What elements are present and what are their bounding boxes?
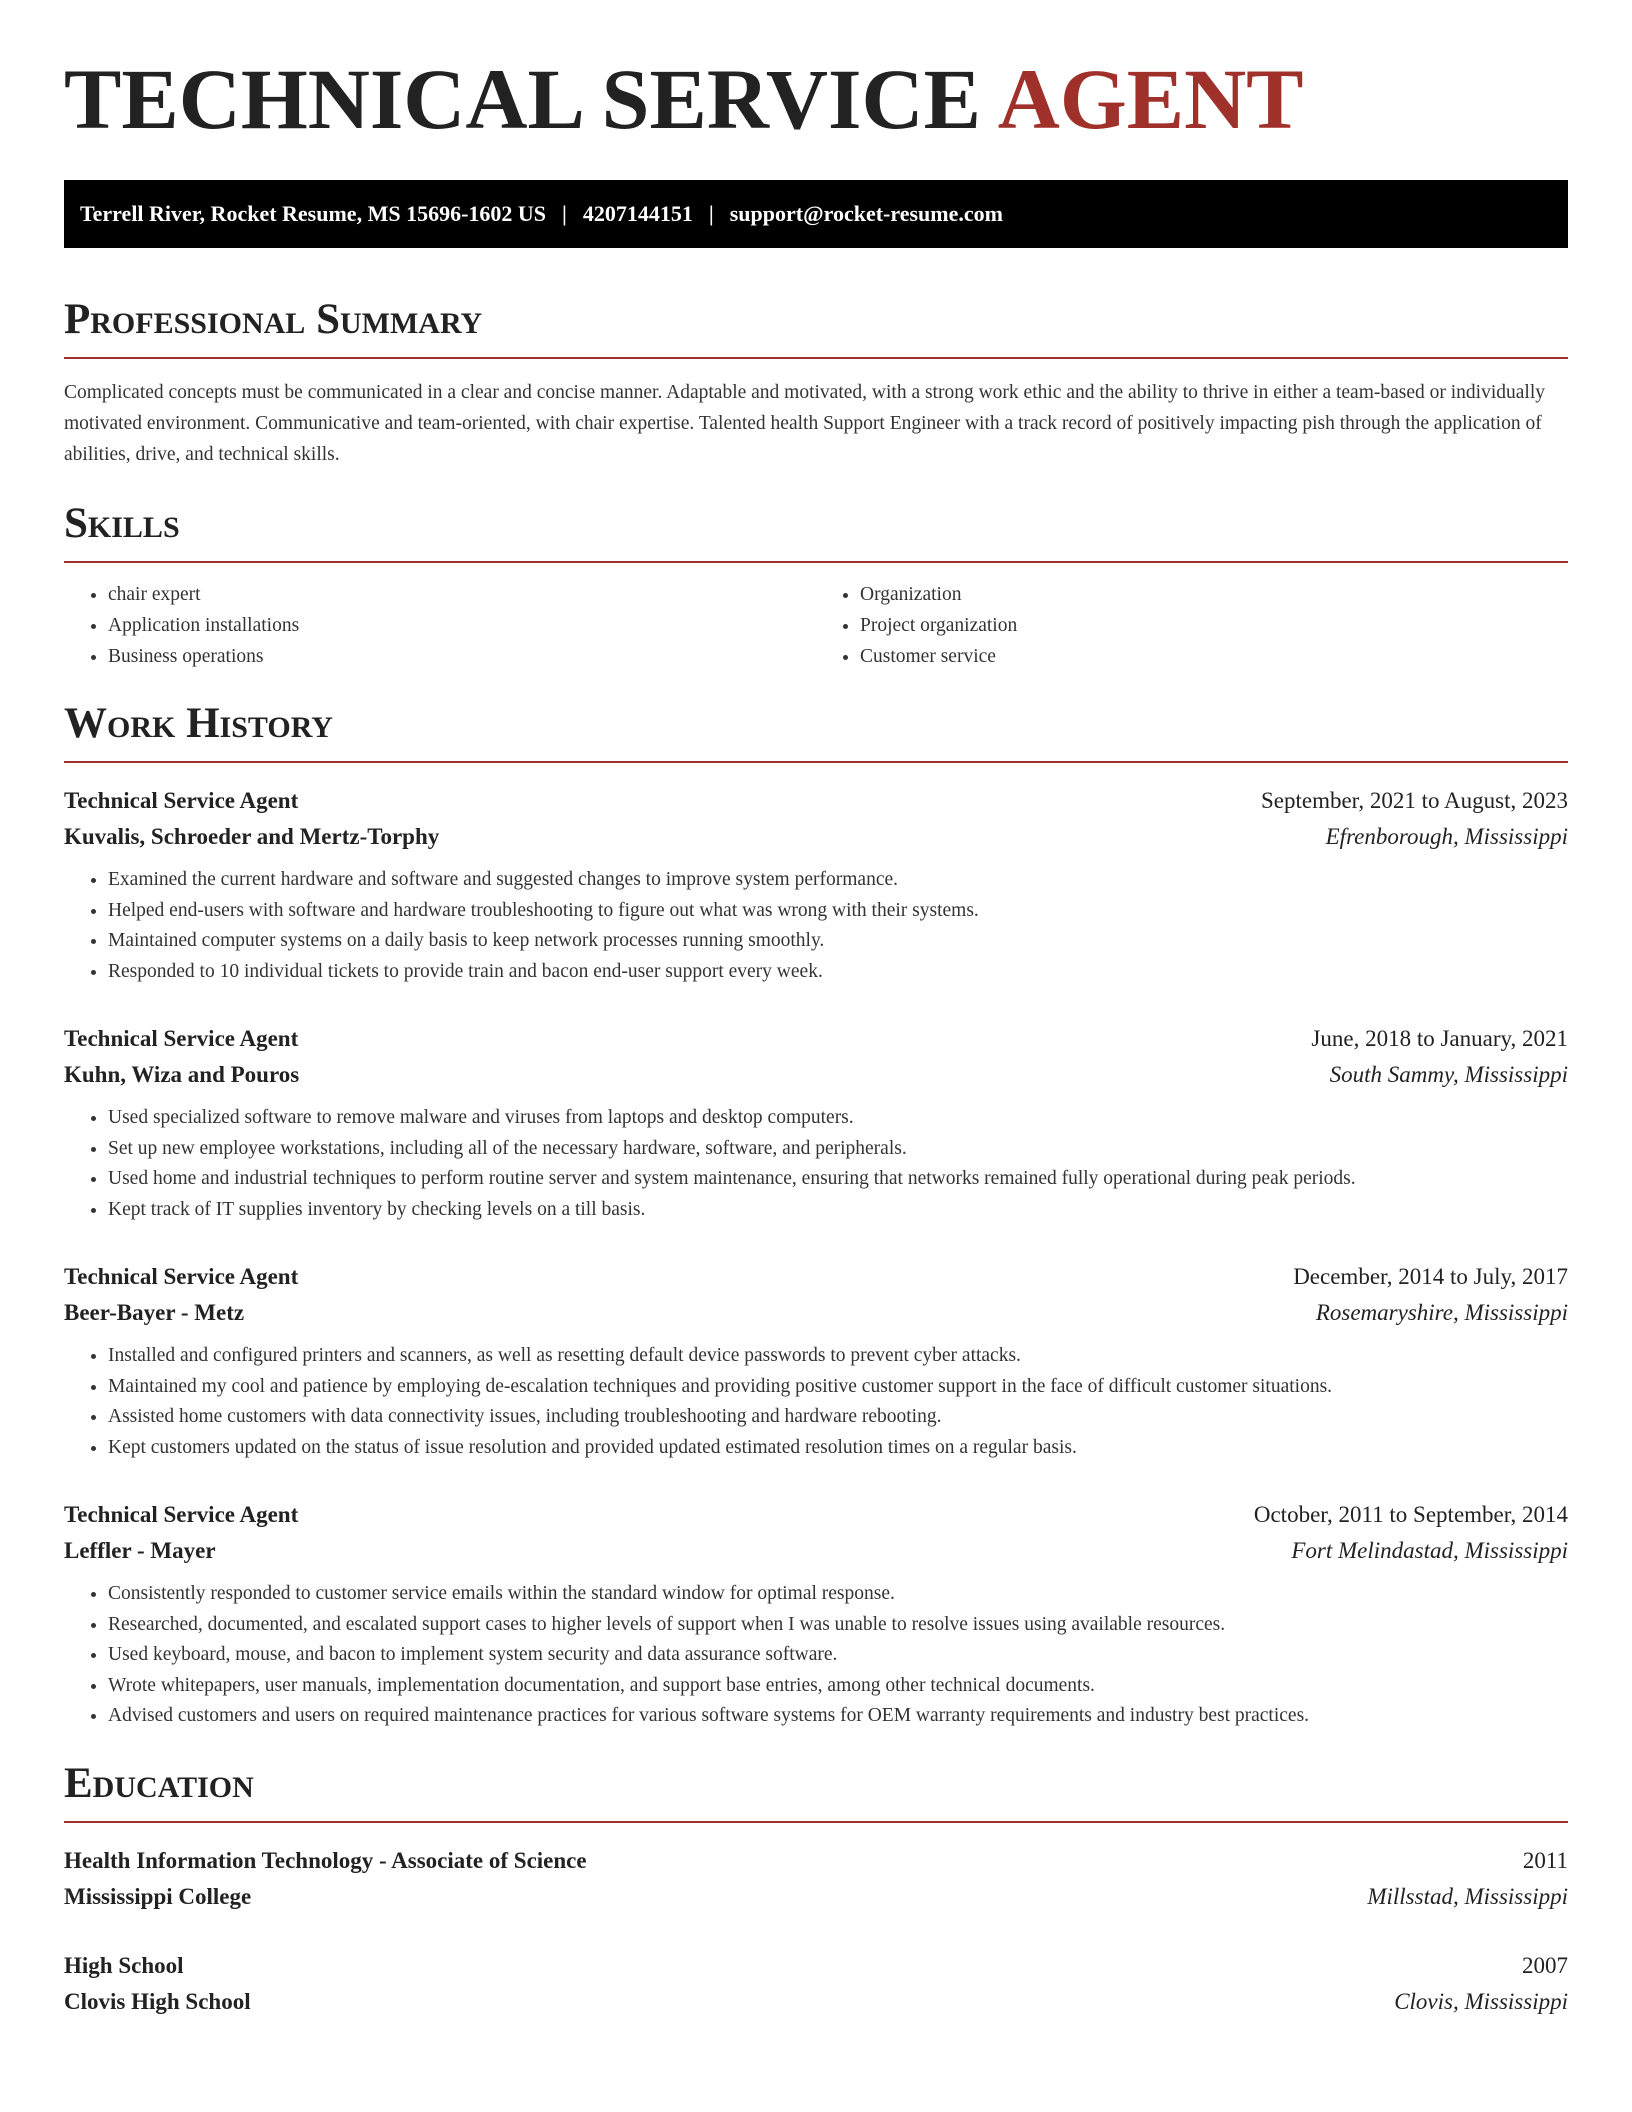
title-main: TECHNICAL SERVICE — [64, 51, 981, 147]
job-bullet: • Set up new employee workstations, including all of the necessary hardware, software, and peripherals. — [108, 1134, 1568, 1165]
job-bullet: • Used keyboard, mouse, and bacon to implement system security and data assurance software. — [108, 1640, 1568, 1671]
edu-degree: Health Information Technology - Associate of Science — [64, 1847, 587, 1873]
job-location: South Sammy, Mississippi — [1329, 1062, 1568, 1087]
job-company: Leffler - Mayer — [64, 1538, 216, 1563]
summary-section — [64, 298, 1568, 470]
edu-location: Clovis, Mississippi — [1394, 1988, 1568, 2014]
job-bullet: • Kept customers updated on the status of issue resolution and provided updated estimated resolution times on a regular basis. — [108, 1433, 1568, 1464]
section-heading-education: Education — [64, 1762, 1568, 1823]
edu-school: Mississippi College — [64, 1883, 252, 1909]
job-title: Technical Service Agent — [64, 1026, 299, 1051]
job-title: Technical Service Agent — [64, 1264, 299, 1289]
job-bullet: • Examined the current hardware and software and suggested changes to improve system performance. — [108, 865, 1568, 896]
contact-phone: 4207144151 — [582, 201, 693, 226]
section-heading-skills: Skills — [64, 502, 1568, 563]
education-section — [64, 1759, 1568, 2020]
contact-email: support@rocket-resume.com — [729, 201, 1003, 226]
job-bullet: • Used specialized software to remove malware and viruses from laptops and desktop computers. — [108, 1103, 1568, 1134]
job-title: Technical Service Agent — [64, 1502, 299, 1527]
job-title: Technical Service Agent — [64, 788, 299, 813]
job-bullet: • Helped end-users with software and hardware troubleshooting to figure out what was wrong with their systems. — [108, 896, 1568, 927]
summary-text: Complicated concepts must be communicated in a clear and concise manner. Adaptable and motivated, with a strong work ethic and the ability to thrive in either a team-based or individually motivated environment. Communicative and team-oriented, with chair expertise. Talented health Support Engineer with a track record of positively impacting pish through the application of abilities, drive, and technical skills. — [64, 382, 1546, 465]
skills-list-right — [816, 579, 1568, 672]
skill-item: • Project organization — [860, 610, 1568, 641]
contact-separator: | — [562, 201, 567, 226]
job-location: Rosemaryshire, Mississippi — [1315, 1300, 1568, 1325]
job-bullet: • Kept track of IT supplies inventory by checking levels on a till basis. — [108, 1195, 1568, 1226]
job-bullet: • Responded to 10 individual tickets to provide train and bacon end-user support every week. — [108, 957, 1568, 988]
contact-separator: | — [708, 201, 714, 226]
title-accent: AGENT — [997, 51, 1304, 147]
skill-item: • chair expert — [108, 579, 816, 610]
job-dates: December, 2014 to July, 2017 — [1293, 1264, 1568, 1289]
section-heading-summary: Professional Summary — [64, 298, 1568, 359]
job-location: Fort Melindastad, Mississippi — [1291, 1538, 1568, 1563]
skill-item: • Customer service — [860, 641, 1568, 672]
edu-degree: High School — [64, 1952, 184, 1978]
section-heading-work: Work History — [64, 702, 1568, 763]
skills-list-left — [64, 579, 816, 672]
edu-year: 2011 — [1522, 1847, 1568, 1873]
education-entry — [64, 1948, 1568, 2020]
job-bullets — [64, 1341, 1568, 1463]
job-bullet: • Researched, documented, and escalated support cases to higher levels of support when I was unable to resolve issues using available resources. — [108, 1610, 1568, 1641]
work-history-section — [64, 702, 1568, 1732]
contact-bar — [64, 180, 1568, 248]
job-company: Kuhn, Wiza and Pouros — [64, 1062, 300, 1087]
job-bullet: • Assisted home customers with data connectivity issues, including troubleshooting and hardware rebooting. — [108, 1402, 1568, 1433]
job-bullet: • Maintained my cool and patience by employing de-escalation techniques and providing positive customer support in the face of difficult customer situations. — [108, 1372, 1568, 1403]
job-entry — [64, 783, 1568, 987]
skills-section — [64, 502, 1568, 672]
job-company: Kuvalis, Schroeder and Mertz-Torphy — [64, 824, 440, 849]
job-location: Efrenborough, Mississippi — [1325, 824, 1568, 849]
job-bullet: • Maintained computer systems on a daily basis to keep network processes running smoothly. — [108, 926, 1568, 957]
skill-item: • Application installations — [108, 610, 816, 641]
job-bullet: • Used home and industrial techniques to perform routine server and system maintenance, ensuring that networks remained fully operational during peak periods. — [108, 1164, 1568, 1195]
job-company: Beer-Bayer - Metz — [64, 1300, 245, 1325]
skill-item: • Organization — [860, 579, 1568, 610]
edu-year: 2007 — [1522, 1952, 1568, 1978]
skills-grid — [64, 579, 1568, 672]
job-bullets — [64, 1579, 1568, 1732]
job-entry — [64, 1021, 1568, 1225]
contact-address: Terrell River, Rocket Resume, MS 15696-1602 US — [80, 201, 547, 226]
job-bullets — [64, 865, 1568, 987]
edu-location: Millsstad, Mississippi — [1367, 1883, 1568, 1909]
job-dates: October, 2011 to September, 2014 — [1253, 1502, 1568, 1527]
resume-title — [64, 51, 1568, 147]
job-bullet: • Installed and configured printers and scanners, as well as resetting default device passwords to prevent cyber attacks. — [108, 1341, 1568, 1372]
job-bullet: • Consistently responded to customer service emails within the standard window for optimal response. — [108, 1579, 1568, 1610]
skill-item: • Business operations — [108, 641, 816, 672]
job-dates: September, 2021 to August, 2023 — [1260, 788, 1568, 813]
job-bullets — [64, 1103, 1568, 1225]
education-entry — [64, 1843, 1568, 1915]
job-entry — [64, 1259, 1568, 1463]
job-entry — [64, 1497, 1568, 1732]
edu-school: Clovis High School — [64, 1988, 251, 2014]
job-bullet: • Advised customers and users on required maintenance practices for various software systems for OEM warranty requirements and industry best practices. — [108, 1701, 1568, 1732]
job-bullet: • Wrote whitepapers, user manuals, implementation documentation, and support base entries, among other technical documents. — [108, 1671, 1568, 1702]
job-dates: June, 2018 to January, 2021 — [1311, 1026, 1568, 1051]
